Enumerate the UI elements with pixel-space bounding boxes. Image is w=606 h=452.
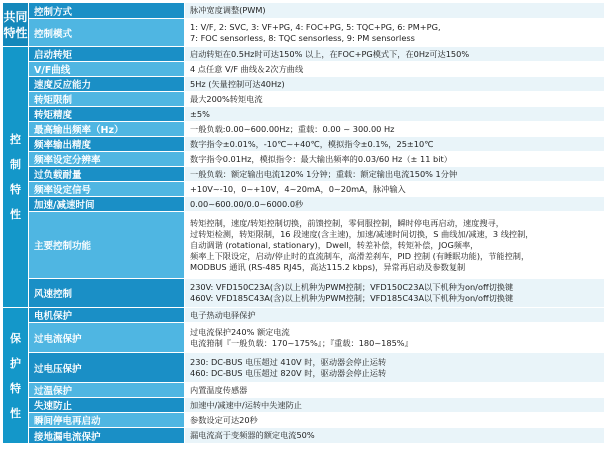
spec-row <box>3 92 605 107</box>
spec-value <box>185 279 605 308</box>
spec-row <box>3 197 605 212</box>
spec-row <box>3 308 605 323</box>
spec-value <box>185 353 605 383</box>
spec-value-line: 7: FOC sensorless, 8: TQC sensorless, 9: PM sensorless <box>190 32 415 43</box>
spec-row <box>3 398 605 413</box>
spec-row <box>3 47 605 62</box>
spec-value <box>185 3 605 19</box>
spec-label: 频率设定分辨率 <box>29 152 185 167</box>
spec-value-line: 5Hz (矢量控制可达40Hz) <box>190 78 285 89</box>
spec-value-line: ±5% <box>190 108 210 119</box>
spec-row <box>3 167 605 182</box>
spec-value-line: 脉冲宽度调整(PWM) <box>190 5 266 15</box>
spec-value-line: 漏电流高于变频器的额定电流50% <box>190 430 315 440</box>
spec-label: 过电流保护 <box>29 323 185 353</box>
spec-label: 启动转矩 <box>29 47 185 62</box>
spec-row <box>3 62 605 77</box>
spec-row <box>3 137 605 152</box>
spec-value <box>185 167 605 182</box>
spec-value-line: 数字指令0.01Hz，模拟指令：最大输出频率的0.03/60 Hz（± 11 bit） <box>190 153 452 164</box>
spec-value <box>185 428 605 444</box>
spec-value <box>185 122 605 137</box>
spec-row <box>3 77 605 92</box>
spec-label: 失速防止 <box>29 398 185 413</box>
section-label-protection <box>3 308 29 444</box>
spec-value <box>185 77 605 92</box>
spec-sheet <box>2 2 604 450</box>
spec-value <box>185 107 605 122</box>
spec-value <box>185 212 605 279</box>
spec-value-line: 460V: VFD185C43A(含)以上机种为PWM控制；VFD185C43A以下机种为on/off切换键 <box>190 293 514 303</box>
spec-value-line: 一般负载：额定输出电流120% 1分钟；重载：额定输出电流150% 1分钟 <box>190 168 458 179</box>
spec-value <box>185 308 605 323</box>
spec-value-line: 最大200%转矩电流 <box>190 93 263 104</box>
spec-row <box>3 3 605 19</box>
spec-value-line: 自动调谐 (rotational, stationary)，Dwell，转差补偿，转矩补偿，JOG频率， <box>190 239 479 250</box>
spec-label: 接地漏电流保护 <box>29 428 185 444</box>
spec-value-line: 1: V/F, 2: SVC, 3: VF+PG, 4: FOC+PG, 5: TQC+PG, 6: PM+PG, <box>190 21 441 32</box>
spec-row <box>3 122 605 137</box>
section-label-text: 共同 特性 <box>3 9 28 40</box>
spec-value-line: 启动转矩在0.5Hz时可达150% 以上，在FOC+PG模式下，在0Hz可达150% <box>190 48 470 59</box>
spec-value-line: 参数设定可达20秒 <box>190 414 258 425</box>
spec-value <box>185 137 605 152</box>
spec-label: 频率设定信号 <box>29 182 185 197</box>
spec-value-line: 加速中/减速中/运转中失速防止 <box>190 399 302 410</box>
spec-value <box>185 197 605 212</box>
header-tab <box>3 3 29 47</box>
spec-label: 速度反应能力 <box>29 77 185 92</box>
spec-row <box>3 428 605 444</box>
spec-label: 转矩精度 <box>29 107 185 122</box>
spec-label: 最高输出频率（Hz） <box>29 122 185 137</box>
spec-row <box>3 413 605 428</box>
spec-label: 过温保护 <box>29 383 185 398</box>
spec-value-line: 230: DC-BUS 电压超过 410V 时，驱动器会停止运转 <box>190 356 387 367</box>
section-label-text: 控 制 特 性 <box>10 133 21 221</box>
spec-value <box>185 152 605 167</box>
spec-value-line: 电子热动电驿保护 <box>190 309 256 320</box>
spec-row <box>3 212 605 279</box>
spec-value <box>185 383 605 398</box>
spec-row <box>3 353 605 383</box>
spec-row <box>3 279 605 308</box>
spec-value <box>185 398 605 413</box>
spec-label: 加速/减速时间 <box>29 197 185 212</box>
spec-value-line: 0.00~600.00/0.0~6000.0秒 <box>190 198 304 209</box>
section-label-control <box>3 47 29 308</box>
spec-label: 过电压保护 <box>29 353 185 383</box>
spec-value <box>185 47 605 62</box>
spec-value-line: 4 点任意 V/F 曲线＆2次方曲线 <box>190 63 304 74</box>
spec-value <box>185 62 605 77</box>
spec-value-line: 频率上下限设定，启动/停止时的直流制车，高滑差刹车，PID 控制 (有睡眠功能)，节能控制， <box>190 250 530 261</box>
spec-value <box>185 19 605 47</box>
spec-value-line: +10V~-10，0~+10V，4~20mA，0~20mA，脉冲输入 <box>190 183 406 194</box>
section-label-text: 保 护 特 性 <box>10 331 21 420</box>
spec-value <box>185 323 605 353</box>
spec-value-line: MODBUS 通讯 (RS-485 RJ45，高达115.2 kbps)，异常再启动及参数复制 <box>190 261 466 272</box>
spec-label: 转矩限制 <box>29 92 185 107</box>
spec-label: 主要控制功能 <box>29 212 185 279</box>
spec-label: 电机保护 <box>29 308 185 323</box>
spec-value <box>185 413 605 428</box>
spec-value-line: 过转矩检测，转矩限制，16 段速度(含主速)，加速/减速时间切换，S 曲线加/减速，3 线控制， <box>190 228 534 239</box>
spec-value-line: 内置温度传感器 <box>190 384 248 395</box>
spec-value-line: 230V: VFD150C23A(含)以上机种为PWM控制；VFD150C23A以下机种为on/off切换键 <box>190 282 514 292</box>
spec-row <box>3 107 605 122</box>
spec-value-line: 转矩控制，速度/转矩控制切换，前馈控制，零伺服控制，瞬时停电再启动，速度搜寻， <box>190 217 504 228</box>
spec-value <box>185 182 605 197</box>
spec-label: 风速控制 <box>29 279 185 308</box>
spec-value-line: 过电流保护240% 额定电流 <box>190 326 290 337</box>
spec-label: 频率输出精度 <box>29 137 185 152</box>
spec-value-line: 460: DC-BUS 电压超过 820V 时，驱动器会停止运转 <box>190 367 387 378</box>
spec-value <box>185 92 605 107</box>
spec-label: 控制方式 <box>29 3 185 19</box>
spec-label: 瞬间停电再启动 <box>29 413 185 428</box>
spec-label: 过负载耐量 <box>29 167 185 182</box>
spec-row <box>3 383 605 398</box>
spec-value-line: 电流箝制『一般负载：170~175%』；『重载：180~185%』 <box>190 337 413 348</box>
spec-row <box>3 19 605 47</box>
spec-row <box>3 152 605 167</box>
spec-label: V/F曲线 <box>29 62 185 77</box>
spec-label: 控制模式 <box>29 19 185 47</box>
spec-table <box>2 2 605 444</box>
spec-value-line: 数字指令±0.01%，-10℃~+40℃，模拟指令±0.1%，25±10℃ <box>190 138 434 149</box>
spec-value-line: 一般负载:0.00~600.00Hz；重载：0.00 ~ 300.00 Hz <box>190 123 395 134</box>
spec-row <box>3 323 605 353</box>
spec-row <box>3 182 605 197</box>
